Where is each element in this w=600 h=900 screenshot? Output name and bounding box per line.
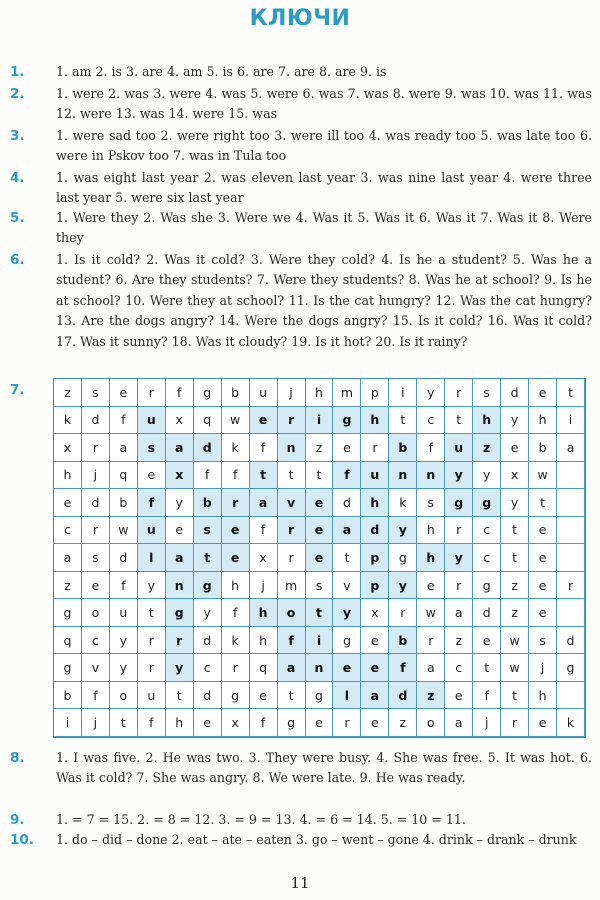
grid-cell: e: [82, 572, 110, 600]
exercise-text: 1. were 2. was 3. were 4. was 5. were 6. was 7. was 8. were 9. was 10. was 11. was 12. were 13. was 14. were 15. was: [56, 86, 592, 122]
grid-cell: r: [445, 517, 473, 545]
exercise-9: [10, 810, 592, 830]
grid-cell: e: [306, 517, 334, 545]
grid-cell: r: [138, 654, 166, 682]
grid-cell: s: [82, 544, 110, 572]
grid-cell: r: [278, 544, 306, 572]
exercise-2: [10, 84, 592, 125]
exercise-number: 5.: [10, 210, 25, 226]
grid-cell: e: [361, 627, 389, 655]
grid-cell: r: [222, 654, 250, 682]
grid-cell: v: [82, 654, 110, 682]
grid-cell: f: [194, 462, 222, 490]
grid-cell: f: [222, 599, 250, 627]
grid-cell: g: [166, 599, 194, 627]
exercise-1: [10, 62, 592, 82]
grid-cell: r: [82, 517, 110, 545]
grid-cell: z: [306, 434, 334, 462]
grid-cell: i: [54, 709, 82, 737]
exercise-number: 8.: [10, 750, 25, 766]
grid-cell: s: [417, 489, 445, 517]
grid-cell: u: [138, 682, 166, 710]
grid-cell: a: [54, 544, 82, 572]
grid-cell: f: [138, 489, 166, 517]
grid-cell: f: [82, 682, 110, 710]
grid-cell: i: [389, 379, 417, 407]
grid-cell: y: [389, 572, 417, 600]
grid-cell: h: [250, 627, 278, 655]
grid-cell: e: [110, 379, 138, 407]
grid-cell: t: [278, 462, 306, 490]
grid-cell: t: [278, 682, 306, 710]
grid-cell: a: [361, 682, 389, 710]
grid-cell: h: [417, 517, 445, 545]
grid-cell: g: [333, 407, 361, 435]
grid-cell: r: [417, 627, 445, 655]
grid-cell: d: [194, 627, 222, 655]
grid-cell: f: [250, 434, 278, 462]
grid-cell: e: [529, 517, 557, 545]
grid-cell: f: [333, 462, 361, 490]
grid-cell: c: [54, 517, 82, 545]
grid-cell: w: [529, 462, 557, 490]
grid-cell: t: [557, 379, 585, 407]
grid-cell: e: [361, 654, 389, 682]
grid-cell: f: [250, 709, 278, 737]
grid-cell: e: [501, 434, 529, 462]
grid-cell: a: [166, 544, 194, 572]
grid-cell: q: [110, 462, 138, 490]
grid-cell: t: [166, 682, 194, 710]
grid-cell: r: [361, 434, 389, 462]
grid-cell: r: [557, 572, 585, 600]
page-title: КЛЮЧИ: [249, 6, 351, 31]
grid-cell: x: [501, 462, 529, 490]
grid-cell: y: [445, 544, 473, 572]
grid-cell: z: [54, 572, 82, 600]
grid-cell: a: [557, 434, 585, 462]
exercise-5: [10, 208, 592, 249]
grid-cell: e: [445, 682, 473, 710]
grid-cell: m: [333, 379, 361, 407]
grid-cell: y: [138, 572, 166, 600]
grid-cell: t: [138, 599, 166, 627]
grid-cell: t: [306, 599, 334, 627]
grid-cell: d: [194, 682, 222, 710]
grid-cell: d: [110, 544, 138, 572]
grid-cell: a: [110, 434, 138, 462]
grid-cell: y: [166, 489, 194, 517]
grid-cell: g: [194, 379, 222, 407]
grid-cell: d: [361, 517, 389, 545]
grid-cell: r: [333, 709, 361, 737]
grid-cell: e: [250, 682, 278, 710]
grid-cell: e: [529, 379, 557, 407]
grid-cell: y: [501, 407, 529, 435]
grid-cell: e: [194, 709, 222, 737]
grid-cell: d: [557, 627, 585, 655]
grid-cell: k: [54, 407, 82, 435]
grid-cell: r: [501, 709, 529, 737]
grid-cell: e: [222, 517, 250, 545]
grid-cell: f: [166, 379, 194, 407]
grid-cell: h: [166, 709, 194, 737]
word-search-grid: [53, 378, 586, 738]
grid-cell: g: [445, 489, 473, 517]
grid-cell: j: [82, 709, 110, 737]
exercise-number: 10.: [10, 832, 34, 848]
grid-cell: c: [445, 654, 473, 682]
grid-cell: s: [473, 379, 501, 407]
grid-cell: l: [138, 544, 166, 572]
grid-cell: p: [361, 379, 389, 407]
grid-cell: e: [306, 709, 334, 737]
grid-cell: r: [278, 407, 306, 435]
grid-cell: t: [501, 544, 529, 572]
grid-cell: a: [250, 489, 278, 517]
grid-cell: e: [138, 462, 166, 490]
grid-cell: n: [417, 462, 445, 490]
grid-cell: v: [333, 572, 361, 600]
grid-cell: h: [361, 407, 389, 435]
grid-cell: r: [138, 379, 166, 407]
grid-cell: u: [250, 379, 278, 407]
grid-cell: e: [529, 572, 557, 600]
grid-cell: y: [166, 654, 194, 682]
grid-cell: p: [361, 544, 389, 572]
grid-cell: x: [250, 544, 278, 572]
grid-cell: u: [138, 517, 166, 545]
grid-cell: [557, 599, 585, 627]
grid-cell: c: [417, 407, 445, 435]
grid-cell: t: [473, 654, 501, 682]
exercise-8: [10, 748, 592, 789]
grid-cell: w: [110, 517, 138, 545]
grid-cell: g: [306, 682, 334, 710]
grid-cell: j: [529, 654, 557, 682]
grid-cell: t: [110, 709, 138, 737]
exercise-text: 1. was eight last year 2. was eleven last year 3. was nine last year 4. were three last year 5. were six last year: [56, 170, 592, 206]
grid-cell: e: [529, 544, 557, 572]
grid-cell: j: [473, 709, 501, 737]
grid-cell: h: [473, 407, 501, 435]
grid-cell: w: [417, 599, 445, 627]
exercise-6: [10, 250, 592, 352]
grid-cell: t: [445, 407, 473, 435]
grid-cell: h: [529, 682, 557, 710]
grid-cell: h: [529, 407, 557, 435]
grid-cell: w: [501, 627, 529, 655]
grid-cell: [557, 517, 585, 545]
grid-cell: t: [501, 682, 529, 710]
grid-cell: b: [222, 379, 250, 407]
grid-cell: g: [54, 599, 82, 627]
grid-cell: j: [278, 379, 306, 407]
grid-cell: e: [417, 572, 445, 600]
grid-cell: a: [278, 654, 306, 682]
grid-cell: z: [417, 682, 445, 710]
grid-cell: b: [194, 489, 222, 517]
grid-cell: q: [250, 654, 278, 682]
grid-cell: h: [222, 572, 250, 600]
grid-cell: t: [306, 462, 334, 490]
grid-cell: t: [389, 407, 417, 435]
grid-cell: e: [250, 407, 278, 435]
grid-cell: y: [333, 599, 361, 627]
grid-cell: e: [54, 489, 82, 517]
grid-cell: z: [501, 599, 529, 627]
grid-cell: e: [529, 599, 557, 627]
grid-cell: b: [529, 434, 557, 462]
grid-cell: u: [361, 462, 389, 490]
grid-cell: y: [389, 517, 417, 545]
grid-cell: [557, 489, 585, 517]
grid-cell: z: [54, 379, 82, 407]
grid-cell: u: [445, 434, 473, 462]
grid-cell: f: [110, 572, 138, 600]
grid-cell: h: [250, 599, 278, 627]
grid-cell: u: [138, 407, 166, 435]
grid-cell: q: [54, 627, 82, 655]
grid-cell: r: [445, 379, 473, 407]
grid-cell: g: [473, 489, 501, 517]
grid-cell: r: [138, 627, 166, 655]
grid-cell: w: [222, 407, 250, 435]
grid-cell: b: [54, 682, 82, 710]
grid-cell: n: [389, 462, 417, 490]
grid-cell: a: [445, 599, 473, 627]
exercise-4: [10, 168, 592, 209]
grid-cell: d: [473, 599, 501, 627]
grid-cell: x: [166, 407, 194, 435]
grid-cell: k: [557, 709, 585, 737]
grid-cell: a: [166, 434, 194, 462]
grid-cell: g: [278, 709, 306, 737]
grid-cell: o: [110, 682, 138, 710]
exercise-text: 1. Were they 2. Was she 3. Were we 4. Was it 5. Was it 6. Was it 7. Was it 8. Were they: [56, 210, 592, 246]
grid-cell: y: [110, 654, 138, 682]
grid-cell: x: [361, 599, 389, 627]
grid-cell: o: [82, 599, 110, 627]
grid-cell: e: [333, 654, 361, 682]
grid-cell: y: [417, 379, 445, 407]
grid-cell: y: [110, 627, 138, 655]
grid-cell: f: [278, 627, 306, 655]
grid-cell: a: [445, 709, 473, 737]
exercise-text: 1. were sad too 2. were right too 3. were ill too 4. was ready too 5. was late too 6. were in Pskov too 7. was in Tula too: [56, 128, 592, 164]
grid-cell: g: [473, 572, 501, 600]
exercise-text: 1. I was five. 2. He was two. 3. They were busy. 4. She was free. 5. It was hot. 6. Was it cold? 7. She was angry. 8. We were late. 9. He was ready.: [56, 750, 592, 786]
exercise-10: [10, 830, 592, 850]
grid-cell: x: [166, 462, 194, 490]
grid-cell: o: [417, 709, 445, 737]
grid-cell: c: [473, 544, 501, 572]
grid-cell: [557, 462, 585, 490]
grid-cell: s: [82, 379, 110, 407]
grid-cell: n: [278, 434, 306, 462]
grid-cell: x: [222, 709, 250, 737]
exercise-number: 2.: [10, 86, 25, 102]
grid-cell: i: [557, 407, 585, 435]
grid-cell: d: [333, 489, 361, 517]
grid-cell: d: [82, 489, 110, 517]
grid-cell: e: [473, 627, 501, 655]
grid-cell: [557, 682, 585, 710]
grid-cell: m: [278, 572, 306, 600]
grid-cell: t: [194, 544, 222, 572]
grid-cell: f: [138, 709, 166, 737]
grid-cell: k: [222, 434, 250, 462]
grid-cell: z: [445, 627, 473, 655]
grid-cell: g: [389, 544, 417, 572]
grid-cell: r: [222, 489, 250, 517]
grid-cell: g: [222, 682, 250, 710]
grid-cell: n: [306, 654, 334, 682]
grid-cell: h: [361, 489, 389, 517]
grid-cell: x: [54, 434, 82, 462]
grid-cell: v: [278, 489, 306, 517]
grid-cell: y: [473, 462, 501, 490]
grid-cell: f: [250, 517, 278, 545]
grid-cell: w: [501, 654, 529, 682]
grid-cell: c: [473, 517, 501, 545]
grid-cell: g: [333, 627, 361, 655]
grid-cell: e: [361, 709, 389, 737]
grid-cell: z: [389, 709, 417, 737]
grid-cell: f: [389, 654, 417, 682]
exercise-number: 1.: [10, 64, 25, 80]
grid-cell: f: [110, 407, 138, 435]
grid-cell: g: [194, 572, 222, 600]
grid-cell: d: [501, 379, 529, 407]
grid-cell: u: [110, 599, 138, 627]
grid-cell: t: [501, 517, 529, 545]
page-number: 11: [290, 874, 310, 892]
grid-cell: y: [445, 462, 473, 490]
grid-cell: t: [250, 462, 278, 490]
grid-cell: b: [389, 434, 417, 462]
grid-cell: k: [389, 489, 417, 517]
grid-cell: r: [278, 517, 306, 545]
grid-cell: c: [194, 654, 222, 682]
grid-cell: r: [445, 572, 473, 600]
grid-cell: z: [473, 434, 501, 462]
exercise-number: 7.: [10, 382, 25, 398]
grid-cell: j: [250, 572, 278, 600]
grid-cell: c: [82, 627, 110, 655]
grid-cell: b: [389, 627, 417, 655]
grid-cell: a: [417, 654, 445, 682]
grid-cell: d: [82, 407, 110, 435]
grid-cell: y: [501, 489, 529, 517]
grid-cell: z: [501, 572, 529, 600]
grid-cell: s: [529, 627, 557, 655]
grid-cell: l: [333, 682, 361, 710]
grid-cell: e: [306, 489, 334, 517]
grid-cell: r: [166, 627, 194, 655]
exercise-text: 1. am 2. is 3. are 4. am 5. is 6. are 7. are 8. are 9. is: [56, 64, 387, 79]
grid-cell: y: [194, 599, 222, 627]
grid-cell: q: [194, 407, 222, 435]
grid-cell: f: [222, 462, 250, 490]
grid-cell: s: [138, 434, 166, 462]
exercise-text: 1. = 7 = 15. 2. = 8 = 12. 3. = 9 = 13. 4. = 6 = 14. 5. = 10 = 11.: [56, 812, 466, 827]
grid-cell: r: [389, 599, 417, 627]
exercise-3: [10, 126, 592, 167]
grid-cell: g: [54, 654, 82, 682]
grid-cell: h: [54, 462, 82, 490]
grid-cell: f: [473, 682, 501, 710]
exercise-text: 1. do – did – done 2. eat – ate – eaten 3. go – went – gone 4. drink – drank – drunk: [56, 832, 577, 847]
grid-cell: i: [306, 627, 334, 655]
grid-cell: t: [333, 544, 361, 572]
grid-cell: d: [194, 434, 222, 462]
grid-cell: s: [194, 517, 222, 545]
grid-cell: s: [306, 572, 334, 600]
grid-cell: f: [417, 434, 445, 462]
grid-cell: b: [110, 489, 138, 517]
exercise-text: 1. Is it cold? 2. Was it cold? 3. Were they cold? 4. Is he a student? 5. Was he a student? 6. Are they students? 7. Were they students? 8. Was he at school? 9. Is he at school? 10. Were they at school? 11. Is the cat hungry? 12. Was the cat hungry? 13. Are the dogs angry? 14. Were the dogs angry? 15. Is it cold? 16. Was it cold? 17. Was it sunny? 18. Was it cloudy? 19. Is it hot? 20. Is it rainy?: [56, 252, 592, 349]
exercise-number: 3.: [10, 128, 25, 144]
grid-cell: e: [166, 517, 194, 545]
grid-cell: [557, 544, 585, 572]
grid-cell: d: [389, 682, 417, 710]
grid-cell: e: [306, 544, 334, 572]
exercise-number: 9.: [10, 812, 25, 828]
grid-cell: k: [222, 627, 250, 655]
grid-cell: h: [306, 379, 334, 407]
grid-cell: t: [529, 489, 557, 517]
grid-cell: g: [557, 654, 585, 682]
grid-cell: n: [166, 572, 194, 600]
exercise-number: 4.: [10, 170, 25, 186]
exercise-number: 6.: [10, 252, 25, 268]
grid-cell: i: [306, 407, 334, 435]
grid-cell: e: [529, 709, 557, 737]
grid-cell: e: [222, 544, 250, 572]
grid-cell: e: [333, 434, 361, 462]
grid-cell: h: [417, 544, 445, 572]
grid-cell: p: [361, 572, 389, 600]
grid-cell: a: [333, 517, 361, 545]
grid-cell: j: [82, 462, 110, 490]
grid-cell: o: [278, 599, 306, 627]
grid-cell: r: [82, 434, 110, 462]
